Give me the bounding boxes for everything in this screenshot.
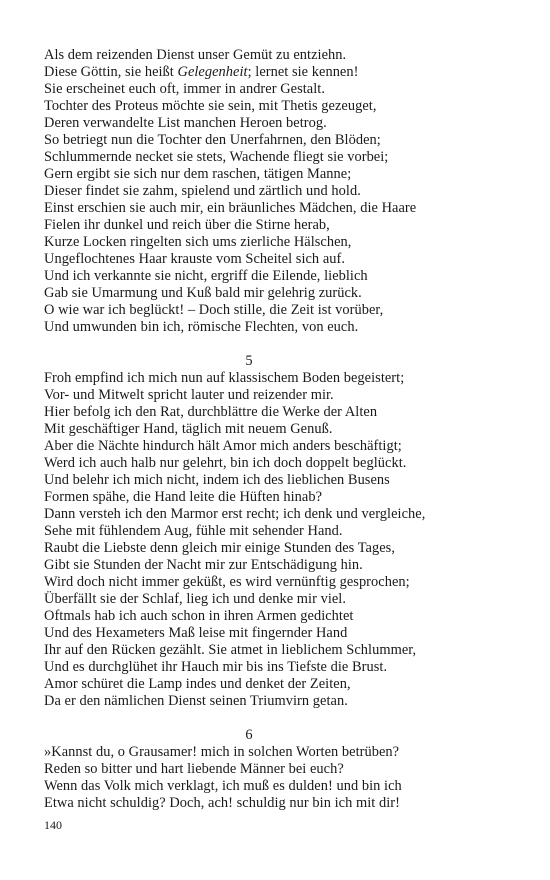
verse-line: Etwa nicht schuldig? Doch, ach! schuldig nur bin ich mit dir! (44, 795, 400, 811)
verse-line: So betriegt nun die Tochter den Unerfahrnen, den Blöden; (44, 132, 381, 148)
verse-line: Kurze Locken ringelten sich ums zierliche Hälschen, (44, 234, 352, 250)
section-number: 5 (245, 353, 253, 369)
verse-line: Tochter des Proteus möchte sie sein, mit Thetis gezeuget, (44, 98, 377, 114)
verse-line: Deren verwandelte List manchen Heroen betrog. (44, 115, 327, 131)
poem-section-6 (44, 727, 504, 812)
poem-block-continued (44, 47, 504, 336)
verse-italic-word: Gelegenheit (177, 64, 248, 80)
page-body (44, 47, 504, 812)
verse-line: Werd ich auch halb nur gelehrt, bin ich doch doppelt beglückt. (44, 455, 407, 471)
verse-line: Gern ergibt sie sich nur dem raschen, tätigen Manne; (44, 166, 352, 182)
verse-line: Und umwunden bin ich, römische Flechten, von euch. (44, 319, 359, 335)
verse-line: Oftmals hab ich auch schon in ihren Armen gedichtet (44, 608, 354, 624)
poem-section-5 (44, 353, 504, 710)
verse-line: Und es durchglühet ihr Hauch mir bis ins Tiefste die Brust. (44, 659, 388, 675)
verse-line: Dieser findet sie zahm, spielend und zärtlich und hold. (44, 183, 361, 199)
section-number: 6 (245, 727, 253, 743)
verse-line: Sehe mit fühlendem Aug, fühle mit sehender Hand. (44, 523, 343, 539)
verse-line: »Kannst du, o Grausamer! mich in solchen Worten betrüben? (44, 744, 400, 760)
verse-line: Und des Hexameters Maß leise mit fingernder Hand (44, 625, 348, 641)
verse-line: Und ich verkannte sie nicht, ergriff die Eilende, lieblich (44, 268, 368, 284)
verse-line: Froh empfind ich mich nun auf klassischem Boden begeistert; (44, 370, 405, 386)
verse-line: Gab sie Umarmung und Kuß bald mir gelehrig zurück. (44, 285, 362, 301)
verse-line: Fielen ihr dunkel und reich über die Stirne herab, (44, 217, 330, 233)
verse-line: Formen spähe, die Hand leite die Hüften hinab? (44, 489, 323, 505)
verse-line: Dann versteh ich den Marmor erst recht; ich denk und vergleiche, (44, 506, 426, 522)
verse-line: Raubt die Liebste denn gleich mir einige Stunden des Tages, (44, 540, 395, 556)
verse-line: Hier befolg ich den Rat, durchblättre die Werke der Alten (44, 404, 378, 420)
verse-line (44, 64, 504, 81)
verse-line-tail: ; lernet sie kennen! (247, 64, 359, 80)
verse-line: Sie erscheinet euch oft, immer in andrer Gestalt. (44, 81, 325, 97)
verse-line: Da er den nämlichen Dienst seinen Triumvirn getan. (44, 693, 348, 709)
verse-line: Wird doch nicht immer geküßt, es wird vernünftig gesprochen; (44, 574, 410, 590)
verse-line: Aber die Nächte hindurch hält Amor mich anders beschäftigt; (44, 438, 402, 454)
verse-line: Als dem reizenden Dienst unser Gemüt zu entziehn. (44, 47, 347, 63)
page-number: 140 (44, 818, 62, 832)
verse-line: Und belehr ich mich nicht, indem ich des lieblichen Busens (44, 472, 390, 488)
verse-line: Ungeflochtenes Haar krauste vom Scheitel sich auf. (44, 251, 345, 267)
verse-line: Gibt sie Stunden der Nacht mir zur Entschädigung hin. (44, 557, 363, 573)
verse-line: Einst erschien sie auch mir, ein bräunliches Mädchen, die Haare (44, 200, 417, 216)
verse-line: Mit geschäftiger Hand, täglich mit neuem Genuß. (44, 421, 333, 437)
verse-line: Vor- und Mitwelt spricht lauter und reizender mir. (44, 387, 334, 403)
verse-line-head: Diese Göttin, sie heißt (44, 64, 178, 80)
verse-line: Amor schüret die Lamp indes und denket der Zeiten, (44, 676, 351, 692)
verse-line: Überfällt sie der Schlaf, lieg ich und denke mir viel. (44, 591, 347, 607)
verse-line: Ihr auf den Rücken gezählt. Sie atmet in lieblichem Schlummer, (44, 642, 417, 658)
verse-line: O wie war ich beglückt! – Doch stille, die Zeit ist vorüber, (44, 302, 384, 318)
verse-line: Wenn das Volk mich verklagt, ich muß es dulden! und bin ich (44, 778, 402, 794)
verse-line: Schlummernde necket sie stets, Wachende fliegt sie vorbei; (44, 149, 389, 165)
verse-line: Reden so bitter und hart liebende Männer bei euch? (44, 761, 344, 777)
